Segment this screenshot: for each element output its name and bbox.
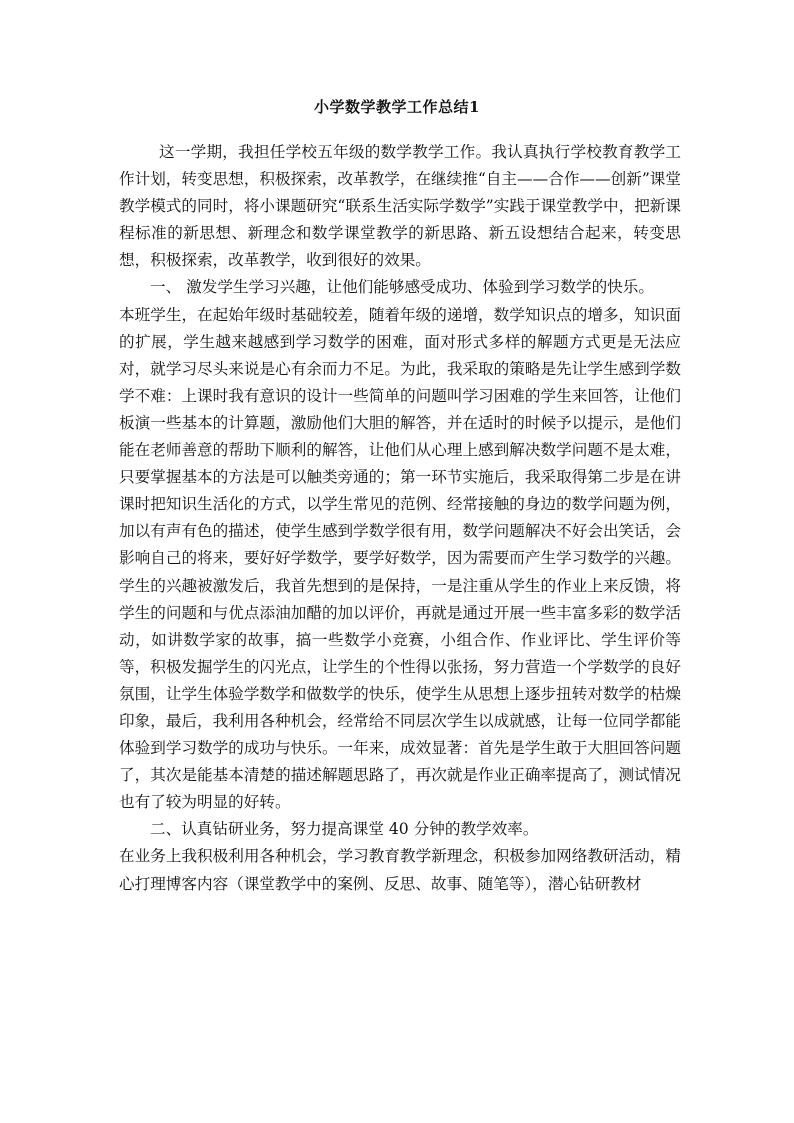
document-title: 小学数学教学工作总结1 — [314, 98, 480, 116]
intro-paragraph: 这一学期，我担任学校五年级的数学教学工作。我认真执行学校教育教学工作计划，转变思想，积极探索，改革教学，在继续推“自主——合作——创新”课堂教学模式的同时，将小课题研究“联系生活实际学数学”实践于课堂教学中，把新课程标准的新思想、新理念和数学课堂教学的新思路、新五设想结合起来，转变思想，积极探索，改革教学，收到很好的效果。 — [119, 143, 681, 270]
section-body-1: 本班学生，在起始年级时基础较差，随着年级的递增，数学知识点的增多，知识面的扩展，学生越来越感到学习数学的困难，面对形式多样的解题方式更是无法应对，就学习尽头来说是心有余而力不足。为此，我采取的策略是先让学生感到学数学不难：上课时我有意识的设计一些简单的问题叫学习困难的学生来回答，让他们板演一些基本的计算题，激励他们大胆的解答，并在适时的时候予以提示，是他们能在老师善意的帮助下顺利的解答，让他们从心理上感到解决数学问题不是太难，只要掌握基本的方法是可以触类旁通的；第一环节实施后，我采取得第二步是在讲课时把知识生活化的方式，以学生常见的范例、经常接触的身边的数学问题为例，加以有声有色的描述，使学生感到学数学很有用，数学问题解决不好会出笑话，会影响自己的将来，要好好学数学，要学好数学，因为需要而产生学习数学的兴趣。学生的兴趣被激发后，我首先想到的是保持，一是注重从学生的作业上来反馈，将学生的问题和与优点添油加醋的加以评价，再就是通过开展一些丰富多彩的数学活动，如讲数学家的故事，搞一些数学小竞赛，小组合作、作业评比、学生评价等等，积极发掘学生的闪光点，让学生的个性得以张扬，努力营造一个学数学的良好氛围，让学生体验学数学和做数学的快乐，使学生从思想上逐步扭转对数学的枯燥印象，最后，我利用各种机会，经常给不同层次学生以成就感，让每一位同学都能体验到学习数学的成功与快乐。一年来，成效显著：首先是学生敢于大胆回答问题了，其次是能基本清楚的描述解题思路了，再次就是作业正确率提高了，测试情况也有了较为明显的好转。 — [119, 305, 681, 812]
section-body-2: 在业务上我积极利用各种机会，学习教育教学新理念，积极参加网络教研活动，精心打理博客内容（课堂教学中的案例、反思、故事、随笔等），潜心钻研教材 — [119, 847, 681, 893]
section-heading-2: 二、认真钻研业务，努力提高课堂 40 分钟的教学效率。 — [150, 820, 539, 839]
section-heading-1: 一、 激发学生学习兴趣，让他们能够感受成功、体验到学习数学的快乐。 — [150, 278, 654, 297]
document-body — [119, 139, 681, 898]
